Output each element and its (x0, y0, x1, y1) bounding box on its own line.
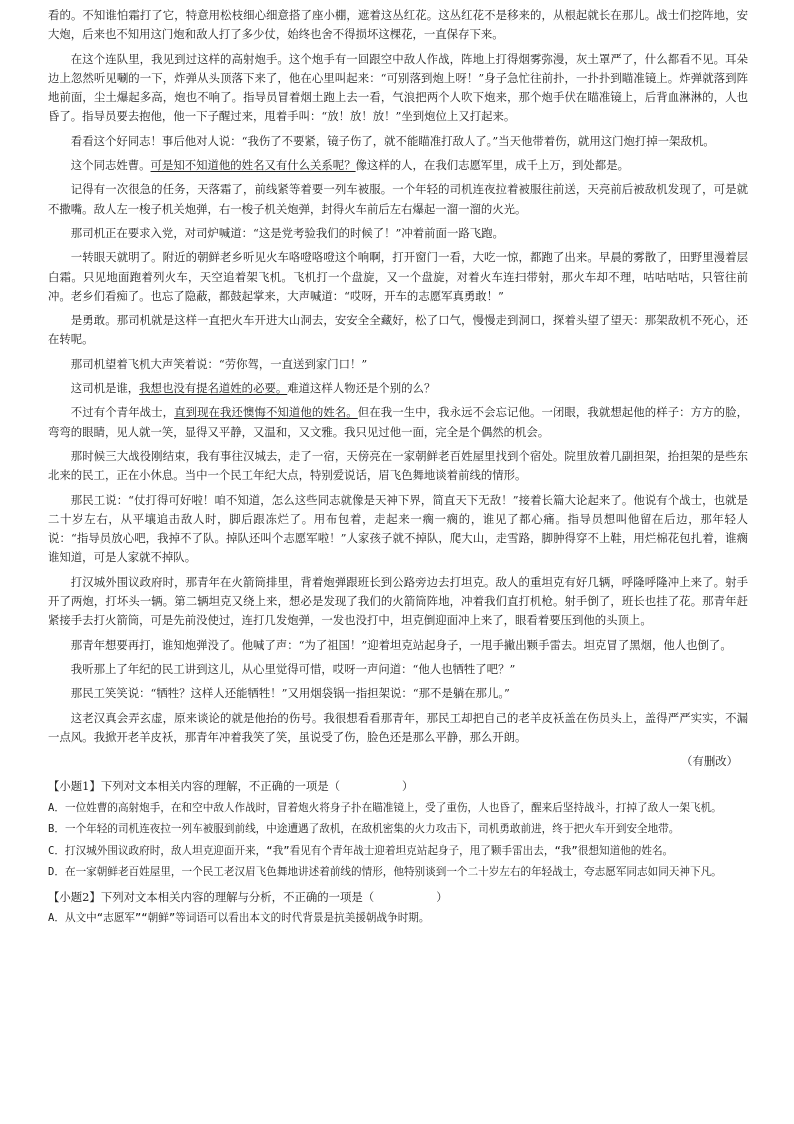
article-paragraph: 那青年想要再打，谁知炮弹没了。他喊了声：“为了祖国！”迎着坦克站起身子，一甩手撇出颗手雷去。坦克冒了黑烟，他人也倒了。 (70, 637, 732, 652)
article-paragraph (48, 403, 748, 442)
article-paragraph: 一转眼天就明了。附近的朝鲜老乡听见火车咯噔咯噔这个响啊，打开窗门一看，大吃一惊，都跑了出来。早晨的雾散了，田野里漫着层白霜。只见地面跑着列火车，天空追着架飞机。飞机打一个盘旋，又一个盘旋，对着火车连扫带射，那火车却不理，咕咕咕咕，只管往前冲。老乡们看痴了。也忘了隐蔽，都鼓起掌来，大声喊道：“哎呀，开车的志愿军真勇敢！” (48, 250, 748, 303)
question-text-end: ） (402, 779, 414, 794)
article-paragraph: 这老汉真会弄玄虚，原来谈论的就是他抬的伤号。我很想看看那青年，那民工却把自己的老羊皮袄盖在伤员头上，盖得严严实实，不漏一点风。我掀开老羊皮袄，那青年冲着我笑了笑，虽说受了伤，脸色还是那么平静，那么开朗。 (48, 710, 748, 744)
source-note: （有删改） (681, 754, 738, 769)
question-stem (48, 888, 748, 907)
text-segment: 但在我一生中，我永远不会忘记他。一闭眼，我就想起他的样子：方方的脸，弯弯的眼睛，见人就一笑，显得又平静，又温和，又文雅。我只见过他一面，完全是个偶然的机会。 (48, 405, 748, 439)
text-segment: 不过有个青年战士， (70, 405, 175, 420)
option-a[interactable]: A．从文中“志愿军”“朝鲜”等词语可以看出本文的时代背景是抗美援朝战争时期。 (48, 911, 430, 924)
underlined-sentence: 直到现在我还懊悔不知道他的姓名。 (174, 405, 358, 420)
article-paragraph: 那司机望着飞机大声笑着说：“劳你驾，一直送到家门口！” (70, 356, 368, 371)
text-segment: 这司机是谁， (70, 381, 140, 396)
option-a[interactable]: A．一位姓曹的高射炮手，在和空中敌人作战时，冒着炮火将身子扑在瞄准镜上，受了重伤，人也昏了，醒来后坚持战斗，打掉了敌人一架飞机。 (48, 801, 722, 814)
article-paragraph (48, 379, 748, 398)
article-paragraph: 那时候三大战役刚结束，我有事往汉城去，走了一宿，天傍亮在一家朝鲜老百姓屋里找到个宿处。院里放着几副担架，抬担架的是些东北来的民工，正在小休息。当中一个民工年纪大点，特别爱说话，眉飞色舞地谈着前线的情形。 (48, 448, 748, 483)
question-2 (48, 888, 748, 928)
article-paragraph: 那民工笑笑说：“牺牲？这样人还能牺牲！”又用烟袋锅一指担架说：“那不是躺在那儿。” (70, 686, 510, 701)
question-label: 【小题1】 (48, 779, 101, 794)
question-text: 下列对文本相关内容的理解，不正确的一项是（ (100, 779, 341, 794)
article-paragraph: 记得有一次很急的任务，天落霜了，前线紧等着要一列车被服。一个年轻的司机连夜拉着被服往前送，天亮前后被敌机发现了，可是就不撒嘴。敌人左一梭子机关炮弹，右一梭子机关炮弹，封得火车前后左右爆起一溜一溜的火光。 (48, 182, 748, 216)
question-text-end: ） (436, 889, 448, 904)
option-b[interactable]: B．一个年轻的司机连夜拉一列车被服到前线，中途遭遇了敌机，在敌机密集的火力攻击下，司机勇敢前进，终于把火车开到安全地带。 (48, 823, 680, 836)
article-paragraph: 打汉城外围议政府时，那青年在火箭筒排里，背着炮弹跟班长到公路旁边去打坦克。敌人的重坦克有好几辆，呼隆呼隆冲上来了。射手开了两炮，打坏头一辆。第二辆坦克又绕上来，想必是发现了我们的火箭筒阵地，冲着我们直打机枪。射手倒了，班长也挂了花。那青年赶紧接手去打火箭筒，可是先前没使过，连打几发炮弹，一发也没打中，坦克倒迎面冲上来了，眼看着要压到他的头顶上。 (48, 574, 748, 628)
article-paragraph: 是勇敢。那司机就是这样一直把火车开进大山洞去，安安全全藏好，松了口气，慢慢走到洞口，探着头望了望天：那架敌机不死心，还在转呢。 (48, 313, 748, 347)
question-label: 【小题2】 (48, 889, 101, 904)
question-text: 下列对文本相关内容的理解与分析，不正确的一项是（ (100, 889, 375, 904)
article-paragraph: 在这个连队里，我见到过这样的高射炮手。这个炮手有一回跟空中敌人作战，阵地上打得烟雾弥漫，灰土罩严了，什么都看不见。耳朵边上忽然听见唰的一下，炸弹从头顶落下来了，他在心里叫起来：“可别落到炮上呀！”身子急忙往前扑，一扑扑到瞄准镜上。炸弹就落到阵地前面，尘土爆起多高，炮也不响了。指导员冒着烟土跑上去一看，气浪把两个人吹下炮来，那个炮手伏在瞄准镜上，后背血淋淋的，人也昏了。指导员要去抱他，他一下子醒过来，甩着手叫：“放！放！放！”坐到炮位上又打起来。 (48, 51, 748, 124)
article-paragraph: 看看这个好同志！事后他对人说：“我伤了不要紧，镜子伤了，就不能瞄准打敌人了。”当天他带着伤，就用这门炮打掉一架敌机。 (70, 133, 715, 148)
option-c[interactable]: C．打汉城外围议政府时，敌人坦克迎面开来，“我”看见有个青年战士迎着坦克站起身子，甩了颗手雷出去，“我”很想知道他的姓名。 (48, 844, 674, 857)
underlined-sentence: 可是知不知道他的姓名又有什么关系呢？ (150, 158, 356, 173)
text-segment: 像这样的人，在我们志愿军里，成千上万，到处都是。 (355, 158, 629, 173)
underlined-sentence: 我想也没有提名道姓的必要。 (139, 381, 288, 396)
article-paragraph: 那司机正在要求入党，对司炉喊道：“这是党考验我们的时候了！”冲着前面一路飞跑。 (70, 225, 504, 240)
article-paragraph: 那民工说：“仗打得可好啦！咱不知道，怎么这些同志就像是天神下界，简直天下无敌！”接着长篇大论起来了。他说有个战士，也就是二十岁左右，从平壤追击敌人时，脚后跟冻烂了。用布包着，走起来一瘸一瘸的，谁见了都心痛。指导员想叫他留在后边，那年轻人说：“指导员放心吧，我掉不了队。掉队还叫个志愿军啦！”人家孩子就不掉队，爬大山，走雪路，脚肿得穿不上鞋，用烂棉花包扎着，谁瘸谁知道，可是人家就不掉队。 (48, 492, 748, 565)
question-1 (48, 777, 748, 881)
option-d[interactable]: D．在一家朝鲜老百姓屋里，一个民工老汉眉飞色舞地讲述着前线的情形，他特别谈到一个二十岁左右的年轻战士，夸志愿军同志如同天神下凡。 (48, 866, 722, 879)
text-segment: 难道这样人物还是个别的么？ (287, 381, 436, 396)
article-paragraph: 我听那上了年纪的民工讲到这儿，从心里觉得可惜，哎呀一声问道：“他人也牺牲了吧？” (70, 661, 516, 676)
text-segment: 这个同志姓曹。 (70, 158, 151, 173)
article-paragraph: 看的。不知谁怕霜打了它，特意用松枝细心细意搭了座小棚，遮着这丛红花。这丛红花不是移来的，从根起就长在那儿。战士们挖阵地，安大炮，后来也不知用这门炮和敌人打了多少仗，始终也舍不得损坏这棵花，一直保存下来。 (48, 8, 748, 42)
article-paragraph (48, 156, 748, 175)
question-stem (48, 777, 748, 796)
